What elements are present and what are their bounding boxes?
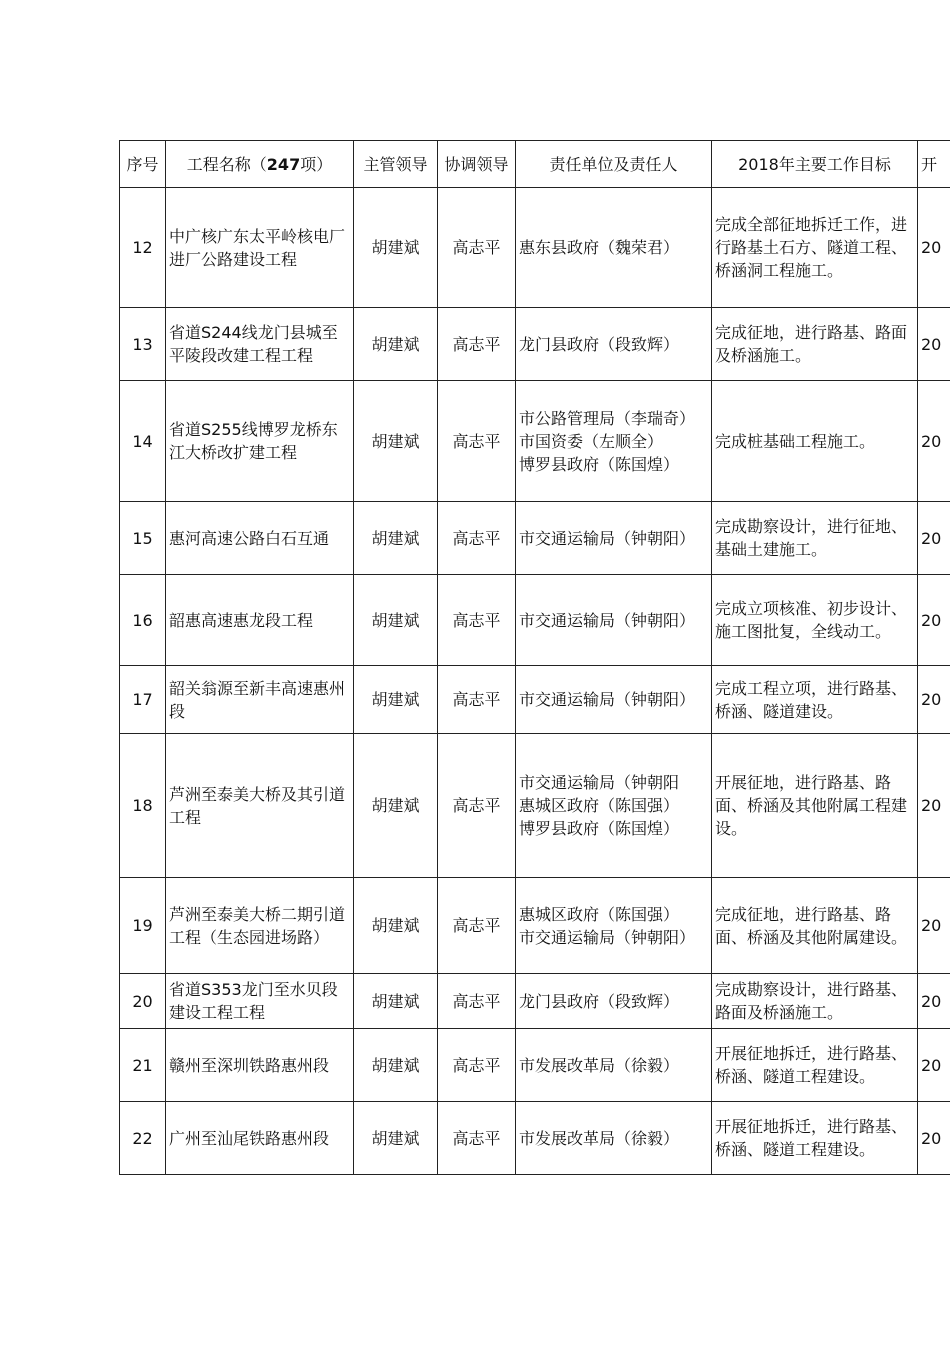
responsible-unit: 市公路管理局（李瑞奇） (519, 408, 696, 428)
row-start (918, 1102, 950, 1175)
row-start (918, 666, 950, 734)
responsible-unit: 惠东县政府（魏荣君） (519, 238, 680, 257)
row-lead-text: 胡建斌 (371, 528, 420, 548)
row-project-name-text: 省道S244线龙门县城至平陵段改建工程工程 (169, 323, 338, 365)
row-start-text: 20 (921, 238, 942, 257)
row-coord-text: 高志平 (452, 1055, 501, 1075)
row-project-name-text: 芦洲至泰美大桥二期引道工程（生态园进场路） (169, 904, 346, 947)
responsible-unit: 市发展改革局（徐毅） (519, 1055, 680, 1075)
responsible-unit: 市交通运输局（钟朝阳） (519, 927, 696, 947)
row-seq-text: 12 (132, 238, 153, 257)
row-coord (438, 502, 516, 575)
row-goal (712, 381, 918, 502)
row-coord (438, 575, 516, 666)
row-start (918, 502, 950, 575)
row-unit (516, 734, 712, 878)
row-coord-text: 高志平 (452, 991, 501, 1011)
row-goal-text: 开展征地拆迁，进行路基、桥涵、隧道工程建设。 (715, 1044, 908, 1086)
row-goal-text: 完成勘察设计，进行征地、基础土建施工。 (715, 517, 908, 559)
row-seq-text: 18 (132, 796, 153, 815)
row-start-text: 20 (921, 1128, 942, 1148)
row-goal-text: 开展征地拆迁，进行路基、桥涵、隧道工程建设。 (715, 1117, 908, 1159)
row-seq (120, 502, 166, 575)
table-row (120, 1029, 950, 1102)
row-start-text: 20 (921, 1055, 942, 1075)
row-coord-text: 高志平 (452, 610, 501, 630)
table-body (120, 188, 950, 1175)
row-unit (516, 974, 712, 1029)
row-goal (712, 188, 918, 308)
row-start-text: 20 (921, 690, 942, 709)
row-lead (354, 974, 438, 1029)
table-row (120, 878, 950, 974)
row-project-name-text: 芦洲至泰美大桥及其引道工程 (169, 784, 346, 827)
row-start-text: 20 (921, 610, 942, 630)
table-row (120, 575, 950, 666)
row-coord (438, 878, 516, 974)
row-start (918, 188, 950, 308)
row-lead (354, 381, 438, 502)
row-coord (438, 974, 516, 1029)
row-start (918, 575, 950, 666)
header-lead: 主管领导 (354, 141, 438, 188)
row-unit (516, 188, 712, 308)
row-seq-text: 21 (132, 1055, 153, 1075)
row-unit (516, 1029, 712, 1102)
responsible-unit: 市交通运输局（钟朝阳） (519, 690, 696, 709)
row-seq (120, 1102, 166, 1175)
row-goal-text: 完成立项核准、初步设计、施工图批复，全线动工。 (715, 599, 908, 641)
row-lead-text: 胡建斌 (371, 991, 420, 1011)
project-table (119, 140, 950, 1175)
row-coord (438, 734, 516, 878)
row-seq (120, 308, 166, 381)
row-start-text: 20 (921, 528, 942, 548)
row-lead-text: 胡建斌 (371, 334, 420, 354)
row-coord (438, 1102, 516, 1175)
row-goal-text: 完成勘察设计，进行路基、路面及桥涵施工。 (715, 980, 908, 1022)
row-project-name-text: 省道S353龙门至水贝段建设工程工程 (169, 980, 338, 1022)
row-goal-text: 完成征地，进行路基、路面及桥涵施工。 (715, 323, 908, 365)
row-project-name (166, 575, 354, 666)
row-project-name (166, 974, 354, 1029)
row-start-text: 20 (921, 431, 942, 451)
row-seq-text: 15 (132, 528, 153, 548)
row-seq-text: 14 (132, 431, 153, 451)
row-coord-text: 高志平 (452, 796, 501, 815)
row-seq-text: 16 (132, 610, 153, 630)
header-project-name: 工程名称（247项） (166, 141, 354, 188)
row-project-name-text: 韶关翁源至新丰高速惠州段 (169, 678, 346, 721)
row-project-name-text: 赣州至深圳铁路惠州段 (169, 1055, 330, 1075)
responsible-unit: 博罗县政府（陈国煌） (519, 819, 680, 838)
row-seq (120, 575, 166, 666)
row-project-name-text: 中广核广东太平岭核电厂进厂公路建设工程 (169, 226, 346, 269)
row-coord-text: 高志平 (452, 1128, 501, 1148)
responsible-unit: 市交通运输局（钟朝阳） (519, 610, 696, 630)
row-lead (354, 1029, 438, 1102)
header-unit: 责任单位及责任人 (516, 141, 712, 188)
row-lead (354, 575, 438, 666)
row-coord-text: 高志平 (452, 528, 501, 548)
row-goal (712, 575, 918, 666)
row-coord-text: 高志平 (452, 690, 501, 709)
row-lead-text: 胡建斌 (371, 238, 420, 257)
responsible-unit: 博罗县政府（陈国煌） (519, 454, 680, 474)
row-project-name-text: 广州至汕尾铁路惠州段 (169, 1128, 330, 1148)
table-row (120, 381, 950, 502)
row-lead-text: 胡建斌 (371, 796, 420, 815)
row-seq (120, 188, 166, 308)
row-lead (354, 502, 438, 575)
table-row (120, 188, 950, 308)
table-row (120, 666, 950, 734)
row-coord-text: 高志平 (452, 334, 501, 354)
row-lead-text: 胡建斌 (371, 1055, 420, 1075)
row-goal-text: 开展征地，进行路基、路面、桥涵及其他附属工程建设。 (715, 773, 908, 838)
row-start-text: 20 (921, 916, 942, 935)
row-coord (438, 381, 516, 502)
responsible-unit: 龙门县政府（段致辉） (519, 991, 680, 1011)
row-goal-text: 完成桩基础工程施工。 (715, 431, 876, 451)
row-goal (712, 974, 918, 1029)
header-coord: 协调领导 (438, 141, 516, 188)
row-project-name (166, 1029, 354, 1102)
row-goal (712, 308, 918, 381)
row-coord (438, 666, 516, 734)
row-seq (120, 878, 166, 974)
row-unit (516, 575, 712, 666)
row-lead-text: 胡建斌 (371, 1128, 420, 1148)
row-coord (438, 308, 516, 381)
row-lead-text: 胡建斌 (371, 610, 420, 630)
row-project-name (166, 188, 354, 308)
row-goal (712, 734, 918, 878)
table-row (120, 734, 950, 878)
row-goal (712, 1029, 918, 1102)
row-seq (120, 974, 166, 1029)
header-row (120, 141, 950, 188)
row-seq-text: 22 (132, 1128, 153, 1148)
row-lead-text: 胡建斌 (371, 431, 420, 451)
row-goal (712, 1102, 918, 1175)
row-goal (712, 666, 918, 734)
table-row (120, 502, 950, 575)
row-project-name-text: 惠河高速公路白石互通 (169, 528, 330, 548)
row-goal-text: 完成征地，进行路基、路面、桥涵及其他附属建设。 (715, 904, 908, 947)
row-start (918, 1029, 950, 1102)
responsible-unit: 市发展改革局（徐毅） (519, 1128, 680, 1148)
row-lead (354, 188, 438, 308)
row-project-name (166, 381, 354, 502)
row-project-name-text: 省道S255线博罗龙桥东江大桥改扩建工程 (169, 420, 338, 462)
row-lead (354, 878, 438, 974)
row-start (918, 974, 950, 1029)
row-unit (516, 1102, 712, 1175)
row-project-name-text: 韶惠高速惠龙段工程 (169, 610, 314, 630)
row-coord-text: 高志平 (452, 916, 501, 935)
row-coord (438, 1029, 516, 1102)
row-start-text: 20 (921, 991, 942, 1011)
row-goal (712, 878, 918, 974)
row-start (918, 734, 950, 878)
row-start-text: 20 (921, 796, 942, 815)
table-row (120, 308, 950, 381)
row-unit (516, 502, 712, 575)
row-unit (516, 381, 712, 502)
responsible-unit: 龙门县政府（段致辉） (519, 334, 680, 354)
row-start-text: 20 (921, 334, 942, 354)
row-seq (120, 666, 166, 734)
row-project-name (166, 878, 354, 974)
row-seq (120, 381, 166, 502)
row-lead (354, 666, 438, 734)
row-project-name (166, 734, 354, 878)
row-lead (354, 734, 438, 878)
table-row (120, 974, 950, 1029)
row-lead (354, 308, 438, 381)
row-lead (354, 1102, 438, 1175)
row-start (918, 308, 950, 381)
row-unit (516, 308, 712, 381)
row-seq-text: 19 (132, 916, 153, 935)
row-coord-text: 高志平 (452, 238, 501, 257)
row-goal-text: 完成工程立项，进行路基、桥涵、隧道建设。 (715, 678, 908, 721)
table-row (120, 1102, 950, 1175)
row-start (918, 381, 950, 502)
responsible-unit: 惠城区政府（陈国强） (519, 904, 680, 924)
row-lead-text: 胡建斌 (371, 690, 420, 709)
row-project-name (166, 502, 354, 575)
header-goal: 2018年主要工作目标 (712, 141, 918, 188)
header-start: 开 (918, 141, 950, 188)
row-coord-text: 高志平 (452, 431, 501, 451)
row-unit (516, 666, 712, 734)
row-seq-text: 13 (132, 334, 153, 354)
responsible-unit: 市国资委（左顺全） (519, 431, 664, 451)
row-goal-text: 完成全部征地拆迁工作，进行路基土石方、隧道工程、桥涵洞工程施工。 (715, 215, 908, 280)
row-project-name (166, 1102, 354, 1175)
row-start (918, 878, 950, 974)
row-goal (712, 502, 918, 575)
row-seq-text: 17 (132, 690, 153, 709)
row-coord (438, 188, 516, 308)
row-project-name (166, 308, 354, 381)
row-seq-text: 20 (132, 991, 153, 1011)
responsible-unit: 惠城区政府（陈国强） (519, 796, 680, 815)
header-seq: 序号 (120, 141, 166, 188)
row-seq (120, 1029, 166, 1102)
row-lead-text: 胡建斌 (371, 916, 420, 935)
row-project-name (166, 666, 354, 734)
row-seq (120, 734, 166, 878)
responsible-unit: 市交通运输局（钟朝阳 (519, 773, 680, 792)
responsible-unit: 市交通运输局（钟朝阳） (519, 528, 696, 548)
row-unit (516, 878, 712, 974)
